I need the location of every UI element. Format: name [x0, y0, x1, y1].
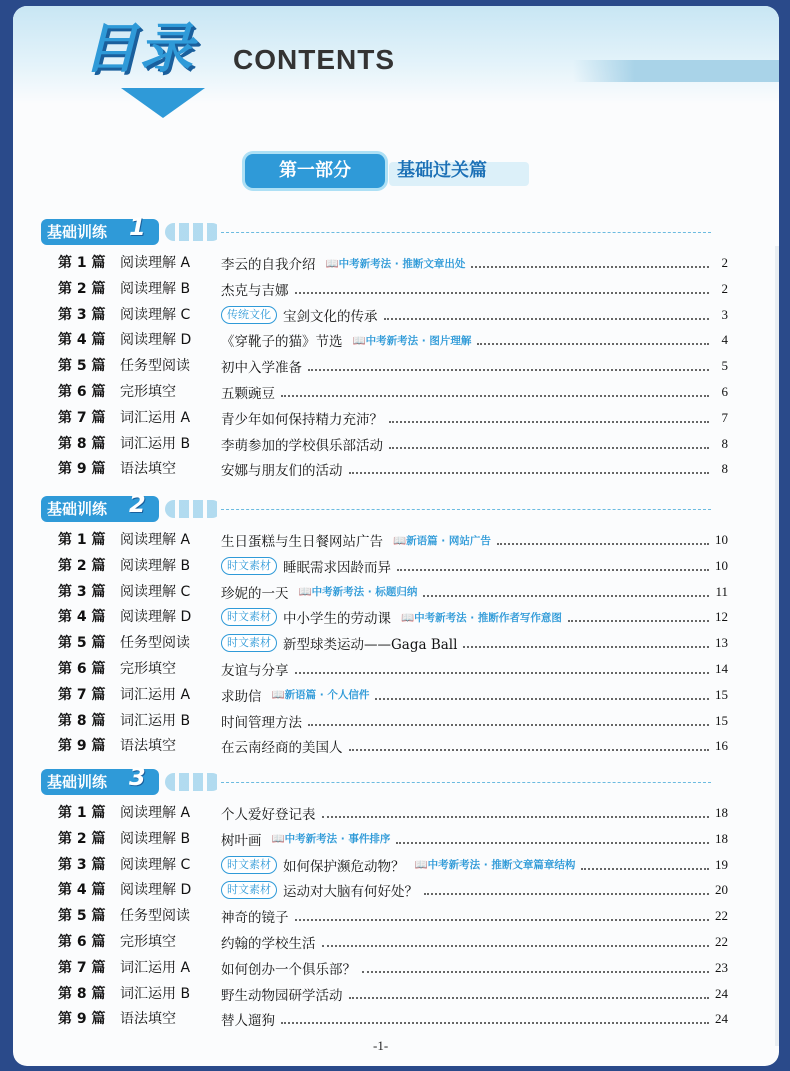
entry-type: 完形填空: [120, 661, 176, 677]
leader-dots: [295, 672, 710, 674]
entry-number: 第 8 篇: [58, 985, 106, 1002]
entry-body: [221, 683, 713, 707]
toc-entry[interactable]: [58, 528, 728, 552]
leader-dots: [423, 595, 709, 597]
entry-title: 杰克与吉娜: [221, 282, 289, 299]
entry-page-number: 7: [721, 409, 728, 425]
entry-type: 阅读理解 D: [120, 882, 192, 899]
entry-number: 第 2 篇: [58, 280, 106, 297]
entry-title: 青少年如何保持精力充沛？: [221, 411, 383, 428]
leader-dots: [568, 620, 709, 622]
entry-page-number: 2: [721, 280, 728, 296]
page-edge-shadow: [775, 246, 779, 1046]
entry-number: 第 9 篇: [58, 461, 106, 478]
section-header: [41, 213, 711, 245]
entry-title: 树叶画: [221, 832, 262, 849]
entry-page-number: 12: [715, 609, 728, 625]
entry-number: 第 4 篇: [58, 332, 106, 349]
entry-type: 阅读理解 A: [120, 532, 191, 548]
entry-body: [221, 956, 713, 980]
entry-type: 语法填空: [120, 461, 176, 478]
toc-entry[interactable]: [58, 801, 728, 825]
entry-number: 第 7 篇: [58, 686, 106, 703]
leader-dots: [308, 369, 709, 371]
entry-title: 求助信: [221, 688, 262, 705]
entry-title: 如何保护濒危动物？: [283, 858, 405, 875]
entry-page-number: 15: [715, 712, 728, 728]
entry-title: 新型球类运动——Gaga Ball: [283, 637, 458, 654]
entry-body: [221, 605, 713, 629]
entry-title: 替人遛狗: [221, 1013, 275, 1030]
entry-body: [221, 354, 713, 378]
leader-dots: [375, 698, 709, 700]
exam-note: 📖新语篇 · 网站广告: [393, 534, 491, 547]
toc-entry[interactable]: [58, 709, 728, 733]
toc-entry[interactable]: [58, 580, 728, 604]
entry-type: 词汇运用 A: [120, 959, 191, 976]
leader-dots: [389, 421, 709, 423]
toc-entry[interactable]: [58, 827, 728, 851]
toc-entry[interactable]: [58, 878, 728, 902]
section-number: 1: [129, 213, 146, 241]
entry-body: [221, 801, 713, 825]
leader-dots: [295, 292, 710, 294]
toc-entry[interactable]: [58, 380, 728, 404]
entry-number: 第 5 篇: [58, 908, 106, 925]
entry-type: 词汇运用 A: [120, 686, 191, 703]
toc-entry[interactable]: [58, 303, 728, 327]
entry-number: 第 3 篇: [58, 856, 106, 873]
entry-body: [221, 432, 713, 456]
entry-number: 第 9 篇: [58, 1011, 106, 1028]
entry-page-number: 18: [715, 830, 728, 846]
entry-title: 安娜与朋友们的活动: [221, 463, 343, 480]
entry-page-number: 22: [715, 908, 728, 924]
entry-page-number: 3: [721, 306, 728, 322]
entry-number: 第 6 篇: [58, 661, 106, 677]
material-tag: 时文素材: [221, 856, 277, 874]
entry-number: 第 5 篇: [58, 635, 106, 652]
entry-body: [221, 657, 713, 681]
entry-title: 睡眠需求因龄而异: [283, 559, 391, 576]
exam-note: 📖新语篇 · 个人信件: [271, 689, 370, 702]
section-tab-label: 基础训练: [47, 773, 108, 791]
entry-type: 语法填空: [120, 738, 176, 755]
toc-entry[interactable]: [58, 354, 728, 378]
entry-type: 阅读理解 C: [120, 856, 191, 873]
entry-page-number: 11: [715, 583, 728, 599]
section-divider: [221, 232, 711, 233]
entry-number: 第 6 篇: [58, 384, 106, 400]
entry-body: [221, 380, 713, 404]
entry-page-number: 23: [715, 959, 728, 975]
leader-dots: [477, 343, 709, 345]
entry-number: 第 7 篇: [58, 959, 106, 976]
section-decoration: [165, 223, 221, 241]
entry-type: 任务型阅读: [120, 908, 190, 925]
entry-type: 完形填空: [120, 384, 176, 400]
toc-entry[interactable]: [58, 956, 728, 980]
entry-type: 词汇运用 B: [120, 985, 191, 1002]
leader-dots: [497, 543, 709, 545]
section-divider: [221, 782, 711, 783]
entry-type: 任务型阅读: [120, 358, 190, 375]
exam-note: 📖中考新考法 · 事件排序: [271, 833, 391, 846]
entry-page-number: 13: [715, 635, 728, 651]
entry-type: 阅读理解 D: [120, 609, 192, 626]
section-divider: [221, 509, 711, 510]
toc-entry[interactable]: [58, 853, 728, 877]
entry-number: 第 7 篇: [58, 409, 106, 426]
entry-title: 个人爱好登记表: [221, 807, 316, 823]
entry-number: 第 9 篇: [58, 738, 106, 755]
toc-entry[interactable]: [58, 554, 728, 578]
toc-entry[interactable]: [58, 657, 728, 681]
toc-entry[interactable]: [58, 982, 728, 1006]
material-tag: 传统文化: [221, 306, 277, 324]
toc-entry[interactable]: [58, 631, 728, 655]
header-decoration: [573, 60, 779, 82]
entry-number: 第 6 篇: [58, 934, 106, 950]
entry-title: 五颗豌豆: [221, 386, 275, 402]
entry-type: 阅读理解 B: [120, 557, 191, 574]
entry-title: 野生动物园研学活动: [221, 987, 343, 1004]
material-tag: 时文素材: [221, 557, 277, 575]
page-number: -1-: [373, 1038, 389, 1053]
entry-number: 第 3 篇: [58, 306, 106, 323]
entry-body: [221, 631, 713, 655]
entry-page-number: 2: [721, 255, 728, 270]
entry-page-number: 5: [721, 358, 728, 374]
entry-title: 运动对大脑有何好处？: [283, 884, 418, 901]
entry-type: 阅读理解 C: [120, 306, 191, 323]
toc-entry[interactable]: [58, 406, 728, 430]
entry-type: 完形填空: [120, 934, 176, 950]
entry-title: 中小学生的劳动课: [283, 611, 391, 628]
toc-entry[interactable]: [58, 1007, 728, 1031]
entry-number: 第 3 篇: [58, 583, 106, 600]
entry-number: 第 2 篇: [58, 830, 106, 847]
entry-page-number: 4: [721, 332, 728, 348]
entry-title: 约翰的学校生活: [221, 936, 316, 952]
entry-type: 阅读理解 A: [120, 255, 191, 271]
page-title-en: CONTENTS: [233, 44, 395, 75]
exam-note: 📖中考新考法 · 图片理解: [352, 334, 472, 347]
leader-dots: [349, 472, 710, 474]
exam-note: 📖中考新考法 · 标题归纳: [298, 586, 418, 599]
entry-page-number: 10: [715, 557, 728, 573]
toc-entry[interactable]: [58, 683, 728, 707]
leader-dots: [349, 997, 710, 999]
entry-page-number: 24: [715, 1011, 728, 1027]
entry-body: [221, 457, 713, 481]
leader-dots: [384, 318, 710, 320]
entry-title: 生日蛋糕与生日餐网站广告: [221, 534, 383, 550]
toc-page: [13, 6, 779, 1066]
entry-page-number: 20: [715, 882, 728, 898]
entry-title: 时间管理方法: [221, 714, 302, 731]
entry-type: 语法填空: [120, 1011, 176, 1028]
entry-title: 李萌参加的学校俱乐部活动: [221, 437, 383, 454]
entry-body: [221, 406, 713, 430]
entry-body: [221, 853, 713, 877]
leader-dots: [471, 266, 709, 268]
leader-dots: [308, 724, 709, 726]
entry-type: 阅读理解 D: [120, 332, 192, 349]
entry-title: 宝剑文化的传承: [283, 308, 378, 325]
toc-entry[interactable]: [58, 277, 728, 301]
leader-dots: [281, 1022, 709, 1024]
entry-body: [221, 303, 713, 327]
leader-dots: [295, 919, 710, 921]
entry-type: 词汇运用 B: [120, 435, 191, 452]
section-header: [41, 490, 711, 522]
entry-number: 第 4 篇: [58, 882, 106, 899]
entry-body: [221, 930, 713, 954]
entry-type: 阅读理解 B: [120, 280, 191, 297]
leader-dots: [322, 816, 710, 818]
entry-title: 在云南经商的美国人: [221, 740, 343, 757]
entry-body: [221, 251, 713, 275]
toc-entry[interactable]: [58, 605, 728, 629]
toc-entry[interactable]: [58, 251, 728, 275]
page-title-cn: 目录: [83, 17, 195, 80]
entry-title: 初中入学准备: [221, 360, 302, 377]
entry-number: 第 8 篇: [58, 435, 106, 452]
leader-dots: [581, 868, 709, 870]
entry-title: 如何创办一个俱乐部？: [221, 961, 356, 978]
toc-entry[interactable]: [58, 328, 728, 352]
leader-dots: [463, 646, 709, 648]
entry-body: [221, 554, 713, 578]
toc-entry[interactable]: [58, 432, 728, 456]
entry-number: 第 1 篇: [58, 532, 106, 548]
leader-dots: [389, 447, 709, 449]
entry-page-number: 22: [715, 934, 728, 949]
toc-entry[interactable]: [58, 904, 728, 928]
entry-number: 第 8 篇: [58, 712, 106, 729]
section-number: 3: [129, 763, 146, 791]
entry-page-number: 8: [721, 461, 728, 477]
entry-number: 第 1 篇: [58, 255, 106, 271]
entry-type: 词汇运用 B: [120, 712, 191, 729]
section-decoration: [165, 773, 221, 791]
entry-page-number: 19: [715, 856, 728, 872]
material-tag: 时文素材: [221, 881, 277, 899]
leader-dots: [322, 945, 710, 947]
entry-title: 友谊与分享: [221, 663, 289, 679]
entry-body: [221, 328, 713, 352]
section-header: [41, 763, 711, 795]
entry-page-number: 6: [721, 384, 728, 399]
entry-title: 珍妮的一天: [221, 585, 289, 602]
entry-body: [221, 904, 713, 928]
material-tag: 时文素材: [221, 608, 277, 626]
section-tab-label: 基础训练: [47, 500, 108, 518]
entry-page-number: 16: [715, 738, 728, 754]
entry-page-number: 18: [715, 805, 728, 820]
entry-body: [221, 982, 713, 1006]
exam-note: 📖中考新考法 · 推断文章篇章结构: [414, 859, 576, 872]
section-number: 2: [129, 490, 146, 518]
entry-body: [221, 528, 713, 552]
material-tag: 时文素材: [221, 634, 277, 652]
entry-page-number: 15: [715, 686, 728, 702]
part-label: 第一部分: [245, 154, 385, 188]
entry-title: 李云的自我介绍: [221, 257, 316, 273]
entry-type: 阅读理解 B: [120, 830, 191, 847]
entry-title: 《穿靴子的猫》节选: [221, 334, 343, 351]
entry-body: [221, 734, 713, 758]
entry-body: [221, 580, 713, 604]
entry-number: 第 4 篇: [58, 609, 106, 626]
entry-title: 神奇的镜子: [221, 910, 289, 927]
entry-type: 阅读理解 A: [120, 805, 191, 821]
section-tab-label: 基础训练: [47, 223, 108, 241]
entry-page-number: 24: [715, 985, 728, 1001]
entry-type: 任务型阅读: [120, 635, 190, 652]
entry-page-number: 8: [721, 435, 728, 451]
exam-note: 📖中考新考法 · 推断文章出处: [325, 257, 466, 270]
toc-entry[interactable]: [58, 457, 728, 481]
entry-page-number: 10: [715, 532, 728, 547]
leader-dots: [397, 569, 709, 571]
entry-body: [221, 878, 713, 902]
toc-entry[interactable]: [58, 930, 728, 954]
leader-dots: [349, 749, 710, 751]
entry-number: 第 2 篇: [58, 557, 106, 574]
section-decoration: [165, 500, 221, 518]
title-arrow-icon: [121, 88, 205, 118]
entry-body: [221, 827, 713, 851]
entry-number: 第 1 篇: [58, 805, 106, 821]
leader-dots: [281, 395, 709, 397]
leader-dots: [396, 842, 709, 844]
entry-page-number: 14: [715, 661, 728, 676]
leader-dots: [362, 971, 709, 973]
part-name: 基础过关篇: [397, 160, 487, 181]
toc-entry[interactable]: [58, 734, 728, 758]
entry-type: 词汇运用 A: [120, 409, 191, 426]
entry-body: [221, 277, 713, 301]
entry-number: 第 5 篇: [58, 358, 106, 375]
leader-dots: [424, 893, 709, 895]
entry-type: 阅读理解 C: [120, 583, 191, 600]
exam-note: 📖中考新考法 · 推断作者写作意图: [401, 611, 562, 624]
entry-body: [221, 1007, 713, 1031]
entry-body: [221, 709, 713, 733]
